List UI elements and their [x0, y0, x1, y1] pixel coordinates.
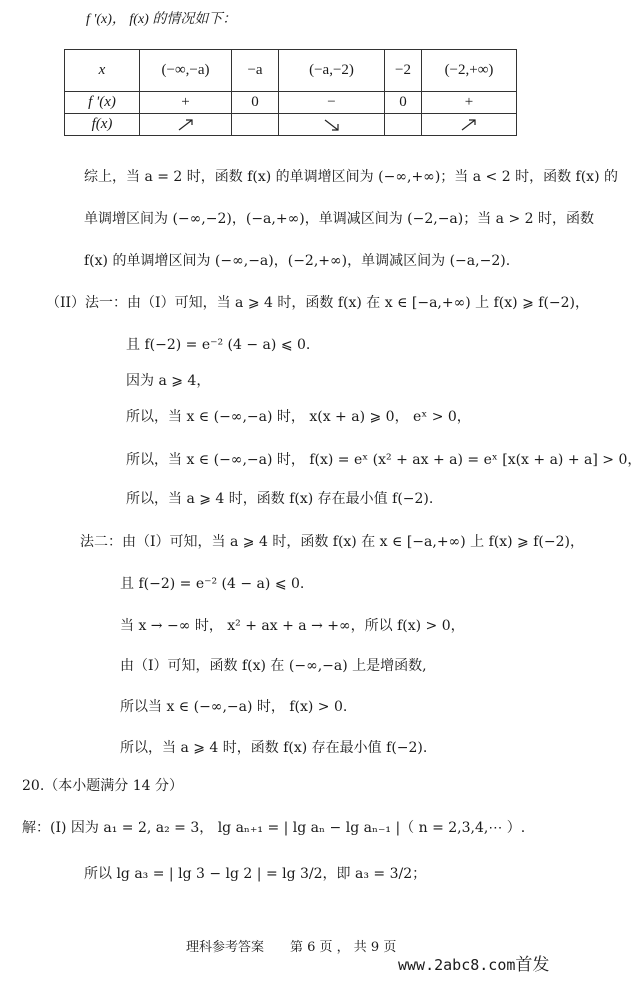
table-cell: f '(x)	[65, 92, 140, 114]
method-two-line: 由（I）可知，函数 f(x) 在 (−∞,−a) 上是增函数,	[120, 658, 427, 674]
watermark	[398, 950, 549, 975]
method-one-line: 因为 a ⩾ 4，	[126, 373, 211, 389]
table-cell: 0	[232, 92, 279, 114]
table-cell: −2	[385, 50, 422, 92]
table-cell: 0	[385, 92, 422, 114]
table-cell: x	[65, 50, 140, 92]
table-cell: +	[140, 92, 232, 114]
table-cell: −	[279, 92, 385, 114]
decreasing-arrow-icon	[279, 114, 385, 136]
summary-line: 单调增区间为 (−∞,−2)，(−a,+∞)，单调减区间为 (−2,−a)；当 a > 2 时，函数	[84, 211, 595, 227]
table-cell: (−a,−2)	[279, 50, 385, 92]
increasing-arrow-icon	[140, 114, 232, 136]
sign-table	[64, 49, 517, 136]
watermark-suffix: 首发	[515, 955, 550, 975]
table-row-f	[65, 114, 517, 136]
question-line: 解：(I) 因为 a₁ = 2, a₂ = 3， lg aₙ₊₁ = | lg aₙ − lg aₙ₋₁ |（ n = 2,3,4,⋯ ）.	[22, 820, 526, 836]
method-one-line: 所以，当 a ⩾ 4 时，函数 f(x) 存在最小值 f(−2).	[126, 491, 434, 507]
method-one-line: 所以，当 x ∈ (−∞,−a) 时， f(x) = eˣ (x² + ax + a) = eˣ [x(x + a) + a] > 0，	[126, 452, 641, 468]
table-cell	[385, 114, 422, 136]
method-one-line: （II）法一：由（I）可知，当 a ⩾ 4 时，函数 f(x) 在 x ∈ [−a,+∞) 上 f(x) ⩾ f(−2)，	[46, 295, 590, 311]
method-two-line: 所以当 x ∈ (−∞,−a) 时， f(x) > 0.	[120, 699, 348, 715]
watermark-url: www.2abc8.com	[398, 956, 516, 974]
method-two-line: 法二：由（I）可知，当 a ⩾ 4 时，函数 f(x) 在 x ∈ [−a,+∞) 上 f(x) ⩾ f(−2)，	[80, 534, 584, 550]
table-row-fprime	[65, 92, 517, 114]
table-cell: (−∞,−a)	[140, 50, 232, 92]
table-cell: (−2,+∞)	[422, 50, 517, 92]
question-title: 20.（本小题满分 14 分）	[22, 778, 183, 794]
table-cell: −a	[232, 50, 279, 92]
summary-line: f(x) 的单调增区间为 (−∞,−a)，(−2,+∞)，单调减区间为 (−a,−2).	[84, 253, 511, 269]
page-footer: 理科参考答案 第 6 页 ， 共 9 页	[186, 940, 397, 955]
table-cell: f(x)	[65, 114, 140, 136]
increasing-arrow-icon	[422, 114, 517, 136]
method-two-line: 当 x → −∞ 时， x² + ax + a → +∞，所以 f(x) > 0，	[120, 618, 465, 634]
summary-line: 综上，当 a = 2 时，函数 f(x) 的单调增区间为 (−∞,+∞)；当 a < 2 时，函数 f(x) 的	[84, 169, 618, 185]
method-two-line: 所以，当 a ⩾ 4 时，函数 f(x) 存在最小值 f(−2).	[120, 740, 428, 756]
intro-line: f '(x)， f(x) 的情况如下：	[86, 12, 237, 27]
table-cell	[232, 114, 279, 136]
table-row-x	[65, 50, 517, 92]
method-one-line: 且 f(−2) = e⁻² (4 − a) ⩽ 0.	[126, 337, 311, 353]
method-two-line: 且 f(−2) = e⁻² (4 − a) ⩽ 0.	[120, 576, 305, 592]
table-cell: +	[422, 92, 517, 114]
question-line: 所以 lg a₃ = | lg 3 − lg 2 | = lg 3/2，即 a₃ = 3/2；	[84, 866, 427, 882]
method-one-line: 所以，当 x ∈ (−∞,−a) 时， x(x + a) ⩾ 0， eˣ > 0，	[126, 409, 471, 425]
